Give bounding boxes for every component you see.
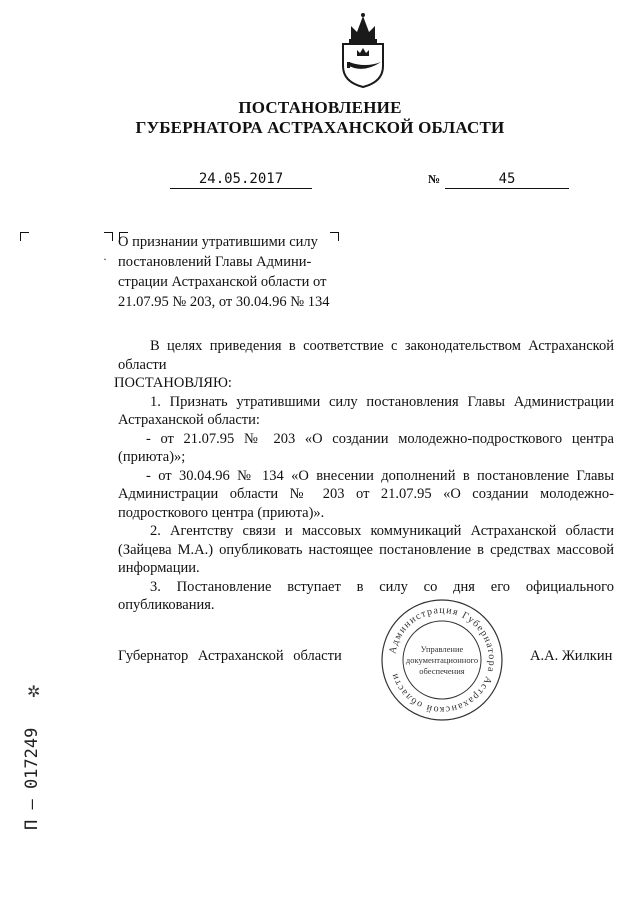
document-number: 45 [445,170,569,189]
signatory-name: А.А. Жилкин [530,648,613,664]
stamp-seal-icon [380,598,504,722]
decree-word: ПОСТАНОВЛЯЮ: [114,375,232,391]
registration-code: П – 017249 [22,727,42,830]
item-1: 1. Признать утратившими силу постановления Главы Администрации Астраханской области: [118,393,614,428]
issuer-title: ГУБЕРНАТОРА АСТРАХАНСКОЙ ОБЛАСТИ [135,118,505,137]
stamp-center-line-3: обеспечения [419,666,465,676]
crown-shield-icon [335,10,391,88]
subject-line: страции Астраханской области от [118,274,327,290]
document-type-title: ПОСТАНОВЛЕНИЕ [238,98,402,117]
preamble: В целях приведения в соответствие с законодательством Астраханской области [118,338,614,373]
document-body [114,337,614,615]
stamp-ring-text: Администрация Губернатора Астраханской области [387,604,498,716]
bullet-dot-icon: · [103,252,107,266]
item-1b: - от 30.04.96 № 134 «О внесении дополнений в постановление Главы Администрации области № 203 от 21.07.95 «О создании молодежно-подросткового центра (приюта)». [118,467,614,521]
item-2: 2. Агентству связи и массовых коммуникаций Астраханской области (Зайцева М.А.) опубликовать настоящее постановление в средствах массовой информации. [118,523,614,576]
subject-line: 21.07.95 № 203, от 30.04.96 № 134 [118,294,330,310]
asterisk-mark-icon: ✲ [27,684,41,701]
signatory-position: Губернатор Астраханской области [118,648,342,664]
item-3: 3. Постановление вступает в силу со дня его официального опубликования. [118,578,614,613]
number-label: № [428,172,441,186]
coat-of-arms-emblem [335,10,391,88]
corner-mark-left [20,232,29,241]
subject-line: постановлений Главы Админи- [118,254,312,270]
stamp-center-line-1: Управление [420,644,464,654]
document-date: 24.05.2017 [170,170,312,189]
document-subject [118,232,368,312]
subject-line: О признании утратившими силу [118,234,318,250]
official-stamp [380,598,504,722]
stamp-center-line-2: документационного [405,655,479,665]
item-1a: - от 21.07.95 № 203 «О создании молодежно-подросткового центра (приюта)»; [118,430,614,465]
corner-mark-mid [104,232,113,241]
